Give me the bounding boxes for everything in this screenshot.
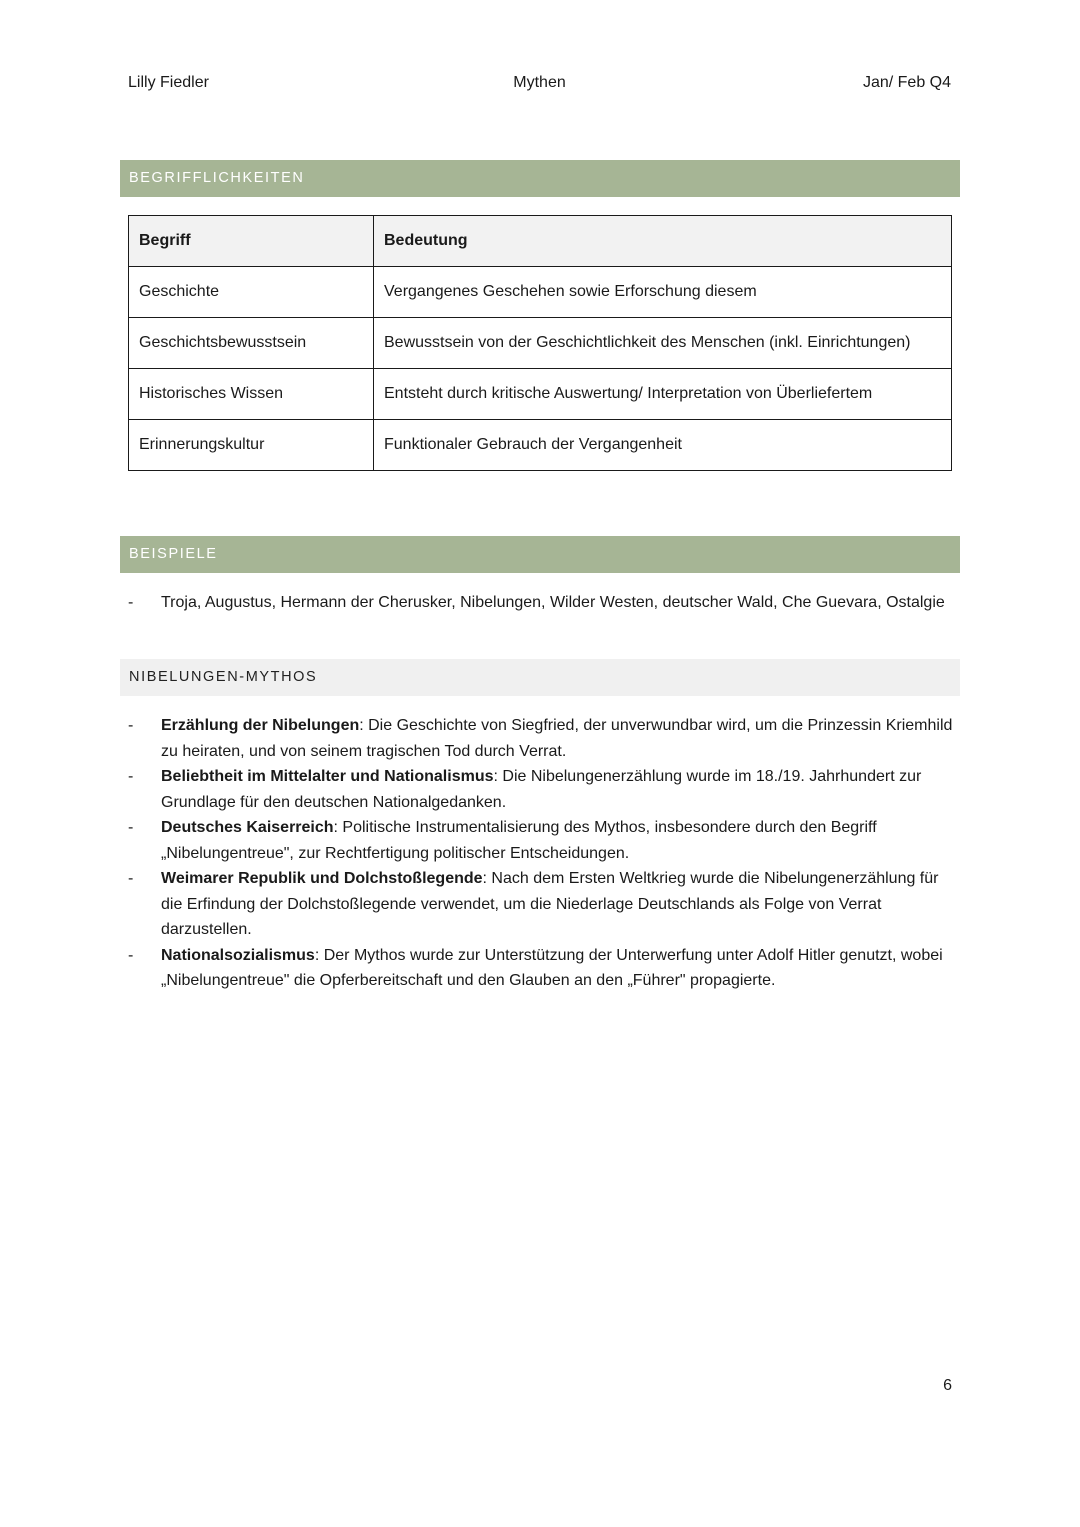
table-cell-meaning: Funktionaler Gebrauch der Vergangenheit [374,420,952,471]
table-cell-meaning: Bewusstsein von der Geschichtlichkeit des Menschen (inkl. Einrichtungen) [374,318,952,369]
dash-bullet: - [128,594,134,611]
list-item-text: : Nach dem Ersten Weltkrieg wurde die Nibelungenerzählung für die Erfindung der Dolchstoßlegende verwendet, um die Niederlage Deutschlands als Folge von Verrat darzustellen. [161,870,939,938]
myth-list [128,713,958,994]
table-cell-meaning: Entsteht durch kritische Auswertung/ Interpretation von Überliefertem [374,369,952,420]
list-item-text: : Die Geschichte von Siegfried, der unverwundbar wird, um die Prinzessin Kriemhild zu heiraten, und von seinem tragischen Tod durch Verrat. [161,717,953,760]
section-heading-terms: BEGRIFFLICHKEITEN [120,160,960,197]
dash-bullet: - [128,768,134,785]
page-header [128,74,951,98]
list-item-term: Weimarer Republik und Dolchstoßlegende [161,870,483,887]
table-cell-term: Historisches Wissen [129,369,374,420]
table-row [129,420,952,471]
list-item-text: Troja, Augustus, Hermann der Cherusker, Nibelungen, Wilder Westen, deutscher Wald, Che Guevara, Ostalgie [161,594,945,611]
table-header-term: Begriff [129,216,374,267]
dash-bullet: - [128,946,134,964]
table-cell-meaning: Vergangenes Geschehen sowie Erforschung diesem [374,267,952,318]
list-item [128,943,958,994]
page-number: 6 [943,1377,952,1394]
section-heading-examples: BEISPIELE [120,536,960,573]
header-title: Mythen [513,74,566,91]
header-author: Lilly Fiedler [128,74,209,91]
dash-bullet: - [128,819,134,836]
section-heading-myth: NIBELUNGEN-MYTHOS [120,659,960,696]
list-item-term: Erzählung der Nibelungen [161,717,360,734]
table-cell-term: Geschichte [129,267,374,318]
list-item [128,713,958,764]
list-item-text: : Der Mythos wurde zur Unterstützung der Unterwerfung unter Adolf Hitler genutzt, wobei „Nibelungentreue" die Opferbereitschaft und den Glauben an den „Führer" propagierte. [161,946,943,989]
list-item-term: Nationalsozialismus [161,946,315,964]
list-item-text: : Politische Instrumentalisierung des Mythos, insbesondere durch den Begriff „Nibelungentreue", zur Rechtfertigung politischer Entscheidungen. [161,819,877,862]
list-item [128,866,958,943]
header-date: Jan/ Feb Q4 [862,74,951,91]
list-item [128,590,958,616]
table-row [129,369,952,420]
list-item-term: Beliebtheit im Mittelalter und Nationalismus [161,768,494,785]
terms-table [128,215,952,471]
list-item-text: : Die Nibelungenerzählung wurde im 18./19. Jahrhundert zur Grundlage für den deutschen Nationalgedanken. [161,768,922,811]
dash-bullet: - [128,717,134,734]
table-header-row [129,216,952,267]
table-cell-term: Geschichtsbewusstsein [129,318,374,369]
table-cell-term: Erinnerungskultur [129,420,374,471]
list-item [128,815,958,866]
dash-bullet: - [128,870,134,887]
table-header-meaning: Bedeutung [374,216,952,267]
list-item-term: Deutsches Kaiserreich [161,819,334,836]
table-row [129,318,952,369]
table-row [129,267,952,318]
list-item [128,764,958,815]
examples-list [128,590,958,616]
